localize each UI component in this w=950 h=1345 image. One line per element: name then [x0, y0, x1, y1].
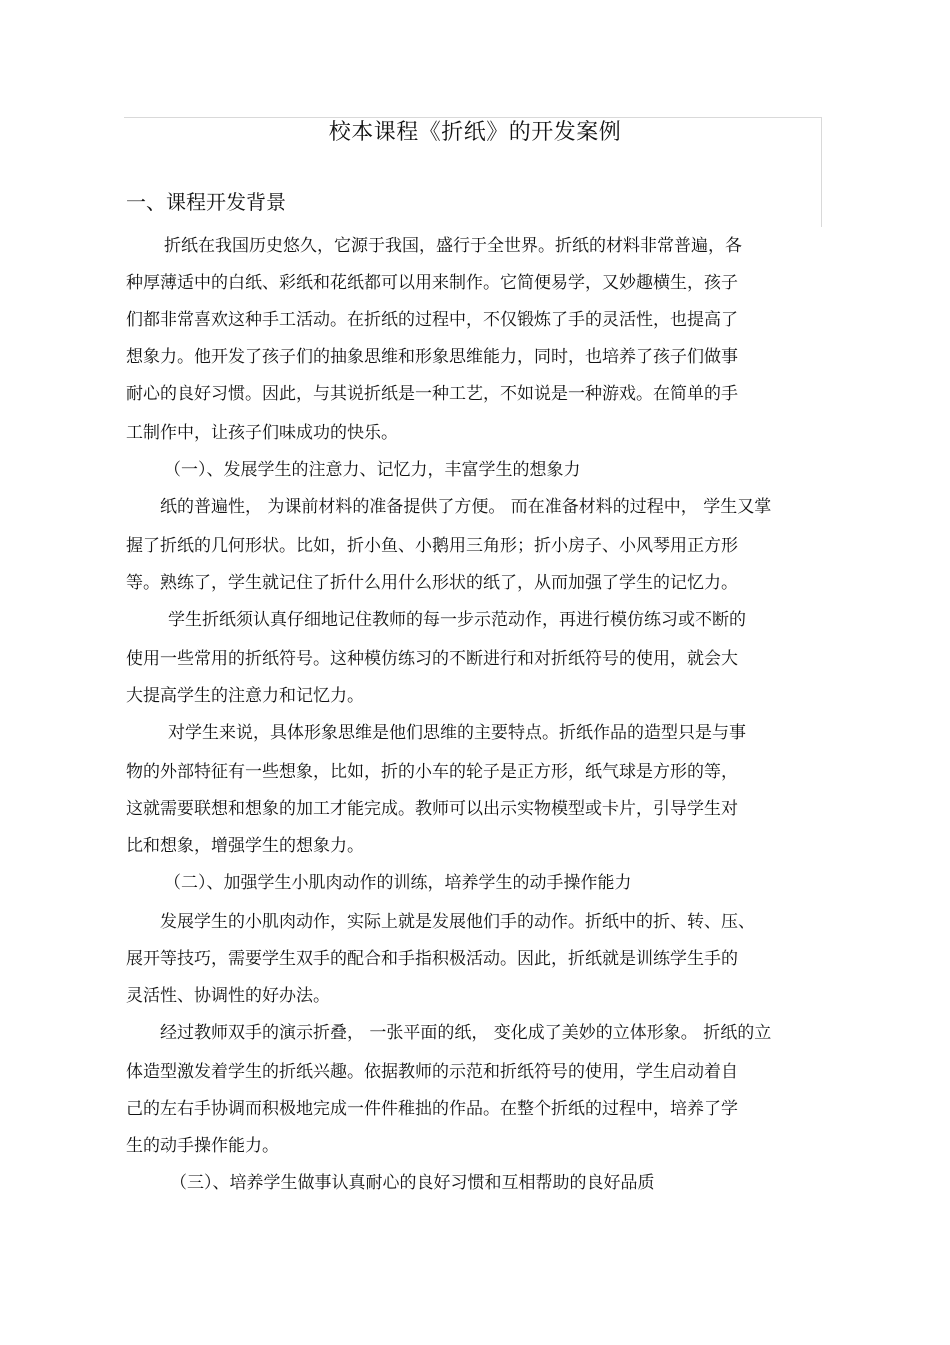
paragraph-line: 大提高学生的注意力和记忆力。: [126, 686, 364, 706]
document-title: 校本课程《折纸》的开发案例: [328, 120, 622, 145]
paragraph-line: 灵活性、协调性的好办法。: [126, 986, 330, 1006]
paragraph-line: 使用一些常用的折纸符号。这种模仿练习的不断进行和对折纸符号的使用，就会大: [126, 649, 738, 669]
subheading-line: （二）、加强学生小肌肉动作的训练，培养学生的动手操作能力: [164, 873, 632, 893]
paragraph-line: 想象力。他开发了孩子们的抽象思维和形象思维能力，同时，也培养了孩子们做事: [126, 347, 738, 367]
paragraph-line: 物的外部特征有一些想象，比如，折的小车的轮子是正方形，纸气球是方形的等，: [126, 762, 738, 782]
paragraph-line: 对学生来说，具体形象思维是他们思维的主要特点。折纸作品的造型只是与事: [168, 723, 746, 743]
paragraph-line: 比和想象，增强学生的想象力。: [126, 836, 364, 856]
paragraph-line: 这就需要联想和想象的加工才能完成。教师可以出示实物模型或卡片，引导学生对: [126, 799, 738, 819]
paragraph-line: 耐心的良好习惯。因此，与其说折纸是一种工艺，不如说是一种游戏。在简单的手: [126, 384, 738, 404]
paragraph-line: 体造型激发着学生的折纸兴趣。依据教师的示范和折纸符号的使用，学生启动着自: [126, 1062, 738, 1082]
paragraph-line: 折纸在我国历史悠久，它源于我国，盛行于全世界。折纸的材料非常普遍，各: [164, 236, 742, 256]
paragraph-line: 纸的普遍性， 为课前材料的准备提供了方便。 而在准备材料的过程中， 学生又掌: [160, 497, 772, 517]
paragraph-line: 种厚薄适中的白纸、彩纸和花纸都可以用来制作。它简便易学，又妙趣横生，孩子: [126, 273, 738, 293]
paragraph-line: 等。熟练了，学生就记住了折什么用什么形状的纸了，从而加强了学生的记忆力。: [126, 573, 738, 593]
paragraph-line: 经过教师双手的演示折叠， 一张平面的纸， 变化成了美妙的立体形象。 折纸的立: [160, 1023, 772, 1043]
subheading-line: （三）、培养学生做事认真耐心的良好习惯和互相帮助的良好品质: [170, 1173, 655, 1193]
paragraph-line: 们都非常喜欢这种手工活动。在折纸的过程中，不仅锻炼了手的灵活性，也提高了: [126, 310, 738, 330]
subheading-line: （一）、发展学生的注意力、记忆力，丰富学生的想象力: [164, 460, 581, 480]
paragraph-line: 发展学生的小肌肉动作，实际上就是发展他们手的动作。折纸中的折、转、压、: [160, 912, 755, 932]
paragraph-line: 学生折纸须认真仔细地记住教师的每一步示范动作，再进行模仿练习或不断的: [168, 610, 746, 630]
section-heading: 一、课程开发背景: [126, 190, 286, 214]
paragraph-line: 生的动手操作能力。: [126, 1136, 279, 1156]
paragraph-line: 展开等技巧，需要学生双手的配合和手指积极活动。因此，折纸就是训练学生手的: [126, 949, 738, 969]
paragraph-line: 握了折纸的几何形状。比如，折小鱼、小鹅用三角形；折小房子、小风琴用正方形: [126, 536, 738, 556]
paragraph-line: 己的左右手协调而积极地完成一件件稚拙的作品。在整个折纸的过程中，培养了学: [126, 1099, 738, 1119]
paragraph-line: 工制作中，让孩子们味成功的快乐。: [126, 423, 398, 443]
